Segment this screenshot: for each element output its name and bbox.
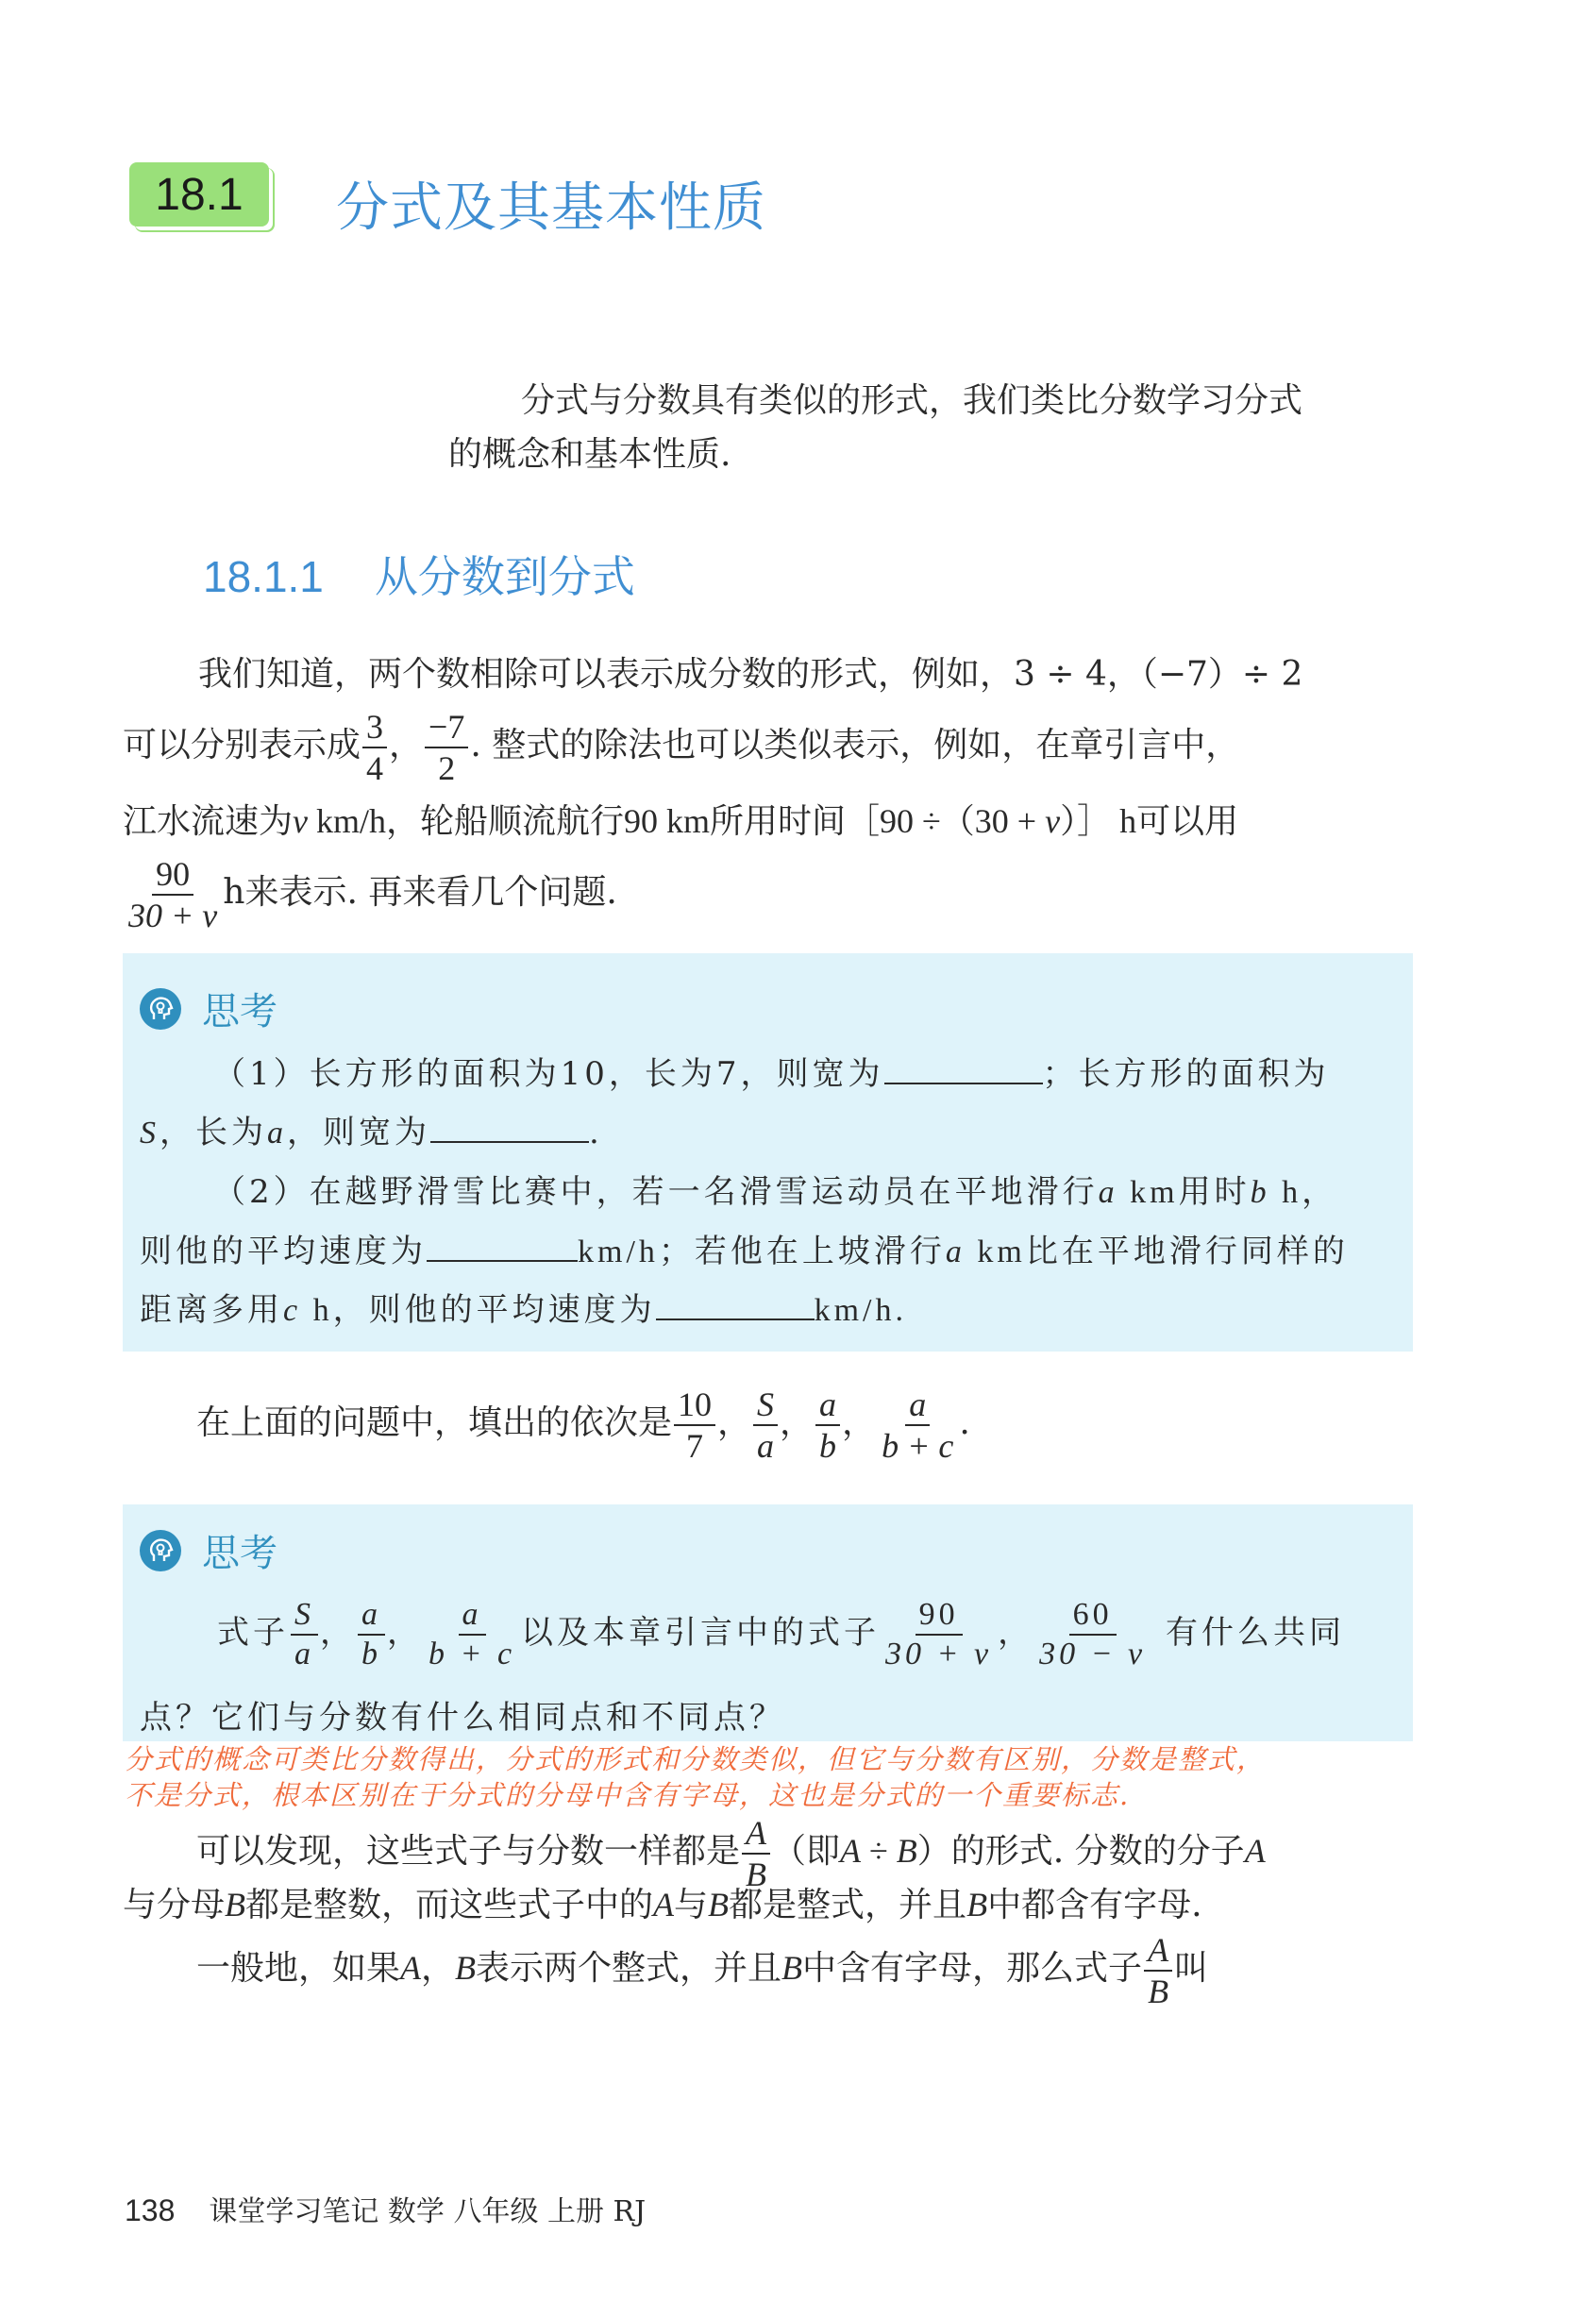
- para2-line-2: [123, 1878, 1202, 1926]
- lightbulb-head-icon: [140, 1530, 181, 1571]
- fraction-S-a: [753, 1387, 778, 1463]
- lightbulb-head-icon: [140, 988, 181, 1030]
- fraction-a-b: [358, 1599, 385, 1671]
- denominator: b: [361, 1637, 381, 1671]
- text: 可以发现，这些式子与分数一样都是: [196, 1832, 741, 1871]
- text: ，: [389, 726, 424, 764]
- numerator: a: [459, 1599, 486, 1636]
- numerator: 60: [1069, 1599, 1117, 1636]
- text: ；长方形的面积为: [1042, 1055, 1330, 1093]
- denominator: b + c: [882, 1427, 954, 1465]
- numerator: 10: [674, 1387, 715, 1426]
- var: S: [140, 1116, 160, 1150]
- text: 中都含有字母.: [987, 1886, 1202, 1924]
- intro-line-1: 分式与分数具有类似的形式，我们类比分数学习分式: [521, 381, 1303, 420]
- text: km/h；若他在上坡滑行: [578, 1234, 946, 1269]
- para1-line-1: 我们知道，两个数相除可以表示成分数的形式，例如，3 ÷ 4，（−7）÷ 2: [198, 655, 1303, 694]
- denominator: 30 + v: [885, 1637, 993, 1671]
- var: B: [225, 1886, 246, 1923]
- var: A: [653, 1886, 675, 1923]
- para1-line-4: [123, 857, 617, 932]
- var: B: [781, 1949, 803, 1987]
- text: ）］ h可以用: [1060, 802, 1239, 840]
- numerator: −7: [425, 710, 468, 748]
- text: .: [589, 1114, 603, 1151]
- page-number: 138: [125, 2193, 176, 2227]
- text: 一般地，如果: [196, 1949, 401, 1988]
- denominator: 4: [366, 749, 384, 787]
- section-title: 分式及其基本性质: [336, 177, 766, 239]
- think-box-2: [123, 1504, 1413, 1741]
- text: 中含有字母，那么式子: [802, 1949, 1143, 1988]
- think-title: 思考: [202, 1532, 277, 1575]
- text: km用时: [1117, 1175, 1251, 1210]
- para1-line-3: [123, 795, 1238, 843]
- var: B: [455, 1949, 477, 1987]
- answer-blank[interactable]: [427, 1232, 578, 1262]
- denominator: a: [757, 1427, 775, 1465]
- text: km/h.: [814, 1293, 907, 1328]
- think2-line-2: 点？它们与分数有什么相同点和不同点？: [140, 1699, 785, 1737]
- page-footer: [125, 2188, 646, 2229]
- fraction-3-4: [362, 710, 387, 785]
- fraction-neg7-2: [425, 710, 468, 785]
- var: A: [1244, 1832, 1266, 1870]
- think-title: 思考: [202, 990, 277, 1033]
- text: . 整式的除法也可以类似表示，例如，在章引言中，: [470, 726, 1240, 764]
- fraction-90-over-30-plus-v: [882, 1599, 996, 1671]
- q2-line-3: [140, 1284, 907, 1330]
- numerator: 90: [152, 857, 193, 896]
- text: 距离多用: [140, 1291, 283, 1329]
- numerator: a: [815, 1387, 840, 1426]
- text: 与: [674, 1886, 709, 1924]
- numerator: A: [1144, 1933, 1172, 1972]
- answer-blank[interactable]: [656, 1290, 815, 1320]
- numerator: a: [905, 1387, 930, 1426]
- var: b: [1250, 1175, 1270, 1210]
- text: 叫: [1174, 1949, 1209, 1988]
- book-title: 课堂学习笔记 数学 八年级 上册 RJ: [209, 2195, 647, 2228]
- fraction-a-b-plus-c: [425, 1599, 519, 1671]
- text: ）的形式. 分数的分子: [916, 1832, 1245, 1871]
- denominator: b + c: [428, 1637, 516, 1671]
- text: km/h，轮船顺流航行90 km所用时间［90 ÷（30 +: [308, 802, 1046, 840]
- section-number-badge: [129, 162, 269, 227]
- text: 以及本章引言中的式子: [521, 1614, 881, 1652]
- think-header: [140, 1523, 277, 1577]
- text: 江水流速为: [123, 802, 294, 841]
- text: 都是整数，而这些式子中的: [245, 1886, 654, 1924]
- answer-blank[interactable]: [430, 1113, 589, 1143]
- q2-line-1: [213, 1166, 1337, 1212]
- text: （即: [772, 1832, 841, 1871]
- fraction-S-a: [291, 1599, 318, 1671]
- denominator: 7: [686, 1427, 704, 1465]
- fraction-a-b: [815, 1387, 840, 1463]
- text: 则他的平均速度为: [140, 1233, 427, 1270]
- numerator: S: [753, 1387, 778, 1426]
- text: h，则他的平均速度为: [301, 1293, 656, 1328]
- numerator: S: [291, 1599, 318, 1636]
- denominator: a: [294, 1637, 314, 1671]
- fraction-A-B: [1144, 1933, 1172, 2008]
- fraction-90-over-30-plus-v: [125, 857, 221, 932]
- text: 与分母: [123, 1886, 226, 1924]
- subsection-number: 18.1.1: [203, 552, 324, 601]
- para3-line-1: [196, 1933, 1208, 2008]
- text: .: [959, 1403, 970, 1442]
- text: （1）长方形的面积为10，长为7，则宽为: [213, 1055, 884, 1093]
- handwritten-note-line-1: 分式的概念可类比分数得出，分式的形式和分数类似，但它与分数有区别，分数是整式，: [125, 1743, 1267, 1775]
- q1-line-2: [140, 1106, 603, 1152]
- section-number: 18.1: [155, 169, 244, 220]
- denominator: b: [819, 1427, 837, 1465]
- text: 表示两个整式，并且: [476, 1949, 782, 1988]
- var: v: [293, 802, 308, 840]
- numerator: 90: [916, 1599, 963, 1636]
- fraction-60-over-30-minus-v: [1035, 1599, 1150, 1671]
- q2-line-2: [140, 1225, 1349, 1271]
- text: 在上面的问题中，填出的依次是: [196, 1403, 673, 1442]
- var: B: [966, 1886, 988, 1923]
- think-header: [140, 982, 277, 1035]
- text: （2）在越野滑雪比赛中，若一名滑雪运动员在平地滑行: [213, 1173, 1099, 1211]
- text: ，长为: [160, 1114, 267, 1151]
- var: B: [896, 1832, 917, 1870]
- denominator: 2: [438, 749, 456, 787]
- para1-line-2: [123, 710, 1239, 785]
- text: 式子: [217, 1614, 289, 1652]
- var: v: [1045, 802, 1061, 840]
- text: ，则宽为: [287, 1114, 430, 1151]
- answer-blank[interactable]: [884, 1054, 1043, 1084]
- text: km比在平地滑行同样的: [965, 1234, 1349, 1269]
- denominator: B: [1148, 1973, 1169, 2010]
- var: c: [283, 1293, 302, 1328]
- numerator: A: [742, 1816, 770, 1855]
- denominator: B: [746, 1856, 767, 1893]
- answers-line: 在上面的问题中，填出的依次是 $\frac{10}{7}$ ， $\frac{S}{a}$ ， $\frac{a}{b}$ ， $\frac{a}{b + c}$ .: [196, 1386, 970, 1465]
- var: A: [400, 1949, 422, 1987]
- think2-line-1: 式子 $\frac{S}{a}$ ， $\frac{a}{b}$ ， $\frac{a}{b + c}$ 以及本章引言中的式子 $\frac{90}{30 + v}$ ， $\frac{60}{30 - v}$ 有什么共同: [217, 1597, 1345, 1671]
- text: ，: [421, 1949, 456, 1988]
- numerator: 3: [362, 710, 387, 748]
- var: A: [840, 1832, 862, 1870]
- denominator: 30 + v: [128, 897, 218, 934]
- text: h，: [1269, 1175, 1338, 1210]
- subsection-heading: [203, 543, 635, 605]
- subsection-title: 从分数到分式: [374, 551, 635, 602]
- text: ÷: [861, 1832, 897, 1870]
- numerator: a: [358, 1599, 385, 1636]
- fraction-10-7: [674, 1387, 715, 1463]
- text: h来表示. 再来看几个问题.: [223, 873, 617, 912]
- denominator: 30 − v: [1039, 1637, 1147, 1671]
- var: a: [267, 1116, 287, 1150]
- intro-line-2: 的概念和基本性质.: [448, 435, 731, 474]
- fraction-a-b-plus-c: [878, 1387, 957, 1463]
- think-box-1: [123, 953, 1413, 1352]
- var: B: [708, 1886, 730, 1923]
- var: a: [1098, 1175, 1118, 1210]
- var: a: [945, 1234, 966, 1269]
- q1-line-1: [213, 1048, 1330, 1094]
- handwritten-note-line-2: 不是分式，根本区别在于分式的分母中含有字母，这也是分式的一个重要标志.: [125, 1779, 1131, 1811]
- text: 有什么共同: [1165, 1614, 1345, 1652]
- text: 都是整式，并且: [729, 1886, 967, 1924]
- text: 可以分别表示成: [123, 726, 361, 764]
